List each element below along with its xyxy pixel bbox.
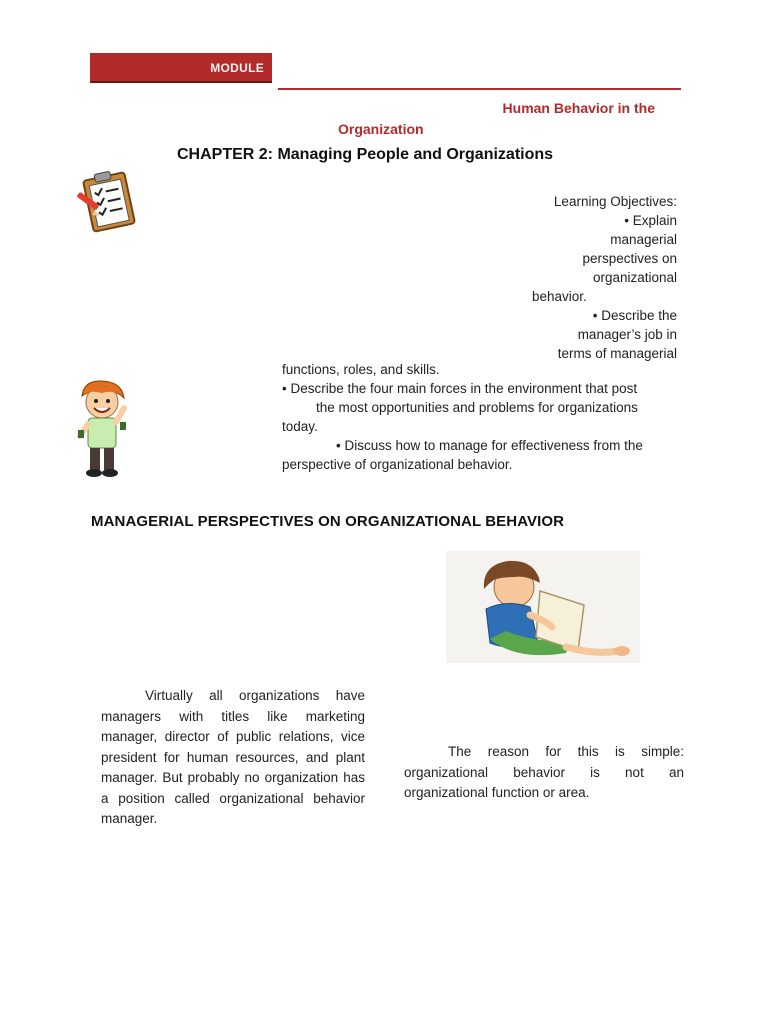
module-label: MODULE: [210, 61, 264, 75]
paragraph-reason: [404, 742, 684, 804]
objective-line: • Explain: [624, 213, 677, 228]
paragraph-managers: [101, 686, 365, 830]
objective-line: managerial: [610, 232, 677, 247]
paragraph-text: Virtually all organizations have managers with titles like marketing manager, director of public relations, vice president for human resources, and plant manager. But probably no organization has a position called organizational behavior manager.: [101, 688, 365, 826]
objective-line: terms of managerial: [557, 346, 677, 361]
learning-objectives: [520, 192, 677, 363]
clipboard-checklist-icon: [74, 168, 142, 234]
chapter-title: CHAPTER 2: Managing People and Organizations: [177, 146, 554, 163]
module-banner: [90, 53, 272, 83]
objective-line: perspective of organizational behavior.: [282, 457, 513, 472]
objective-line: the most opportunities and problems for organizations: [316, 400, 638, 415]
paragraph-text: The reason for this is simple: organizational behavior is not an organizational function or area.: [404, 744, 684, 800]
objective-line: • Describe the four main forces in the environment that post: [282, 381, 638, 396]
objective-line: manager’s job in: [577, 327, 677, 342]
subject-title-line2: Organization: [338, 121, 424, 137]
objective-line: functions, roles, and skills.: [282, 362, 440, 377]
objective-line: behavior.: [532, 289, 587, 304]
child-reading-icon: [446, 551, 640, 663]
learning-objectives-continued: [282, 360, 677, 474]
objectives-heading: Learning Objectives:: [553, 194, 677, 209]
section-heading: MANAGERIAL PERSPECTIVES ON ORGANIZATIONAL BEHAVIOR: [91, 513, 565, 530]
objective-line: • Describe the: [592, 308, 677, 323]
header-rule: [278, 88, 681, 90]
objective-line: organizational: [592, 270, 677, 285]
objective-line: perspectives on: [582, 251, 677, 266]
objective-line: today.: [282, 419, 318, 434]
objective-line: • Discuss how to manage for effectiveness from the: [336, 438, 643, 453]
boy-raising-hand-icon: [72, 378, 132, 480]
subject-title-line1: Human Behavior in the: [502, 100, 655, 116]
